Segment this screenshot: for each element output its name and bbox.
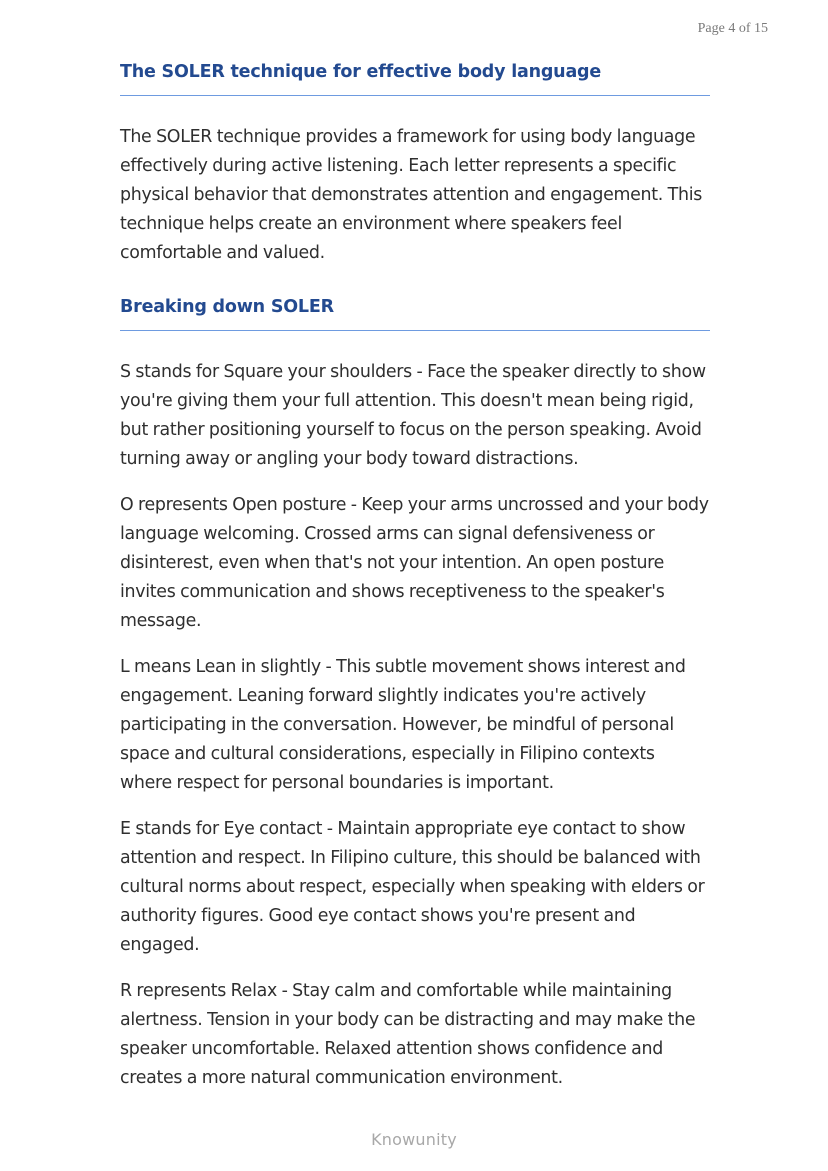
paragraph-o-open-posture: O represents Open posture - Keep your arms uncrossed and your body language welcoming. Crossed arms can signal defensiveness or disinterest, even when that's not your intention. An open posture invites communication and shows receptiveness to the speaker's message. [120,495,709,631]
document-body [120,59,710,1110]
paragraph-l-lean-in: L means Lean in slightly - This subtle movement shows interest and engagement. Leaning forward slightly indicates you're actively participating in the conversation. However, be mindful of personal space and cultural considerations, especially in Filipino contexts where respect for personal boundaries is important. [120,657,686,793]
section-soler-intro [120,59,710,268]
page-number: Page 4 of 15 [697,21,768,36]
paragraph-r-relax: R represents Relax - Stay calm and comfortable while maintaining alertness. Tension in your body can be distracting and may make the speaker uncomfortable. Relaxed attention shows confidence and creates a more natural communication environment. [120,981,696,1088]
footer-brand: Knowunity [371,1130,457,1149]
paragraph-e-eye-contact: E stands for Eye contact - Maintain appropriate eye contact to show attention and respect. In Filipino culture, this should be balanced with cultural norms about respect, especially when speaking with elders or authority figures. Good eye contact shows you're present and engaged. [120,819,705,955]
section-breaking-down-soler [120,294,710,1093]
section-heading: The SOLER technique for effective body language [120,59,710,96]
paragraph: The SOLER technique provides a framework for using body language effectively during active listening. Each letter represents a specific physical behavior that demonstrates attention and engagement. This technique helps create an environment where speakers feel comfortable and valued. [120,127,702,263]
paragraph-s-square-shoulders: S stands for Square your shoulders - Face the speaker directly to show you're giving them your full attention. This doesn't mean being rigid, but rather positioning yourself to focus on the person speaking. Avoid turning away or angling your body toward distractions. [120,362,706,469]
section-heading: Breaking down SOLER [120,294,710,331]
